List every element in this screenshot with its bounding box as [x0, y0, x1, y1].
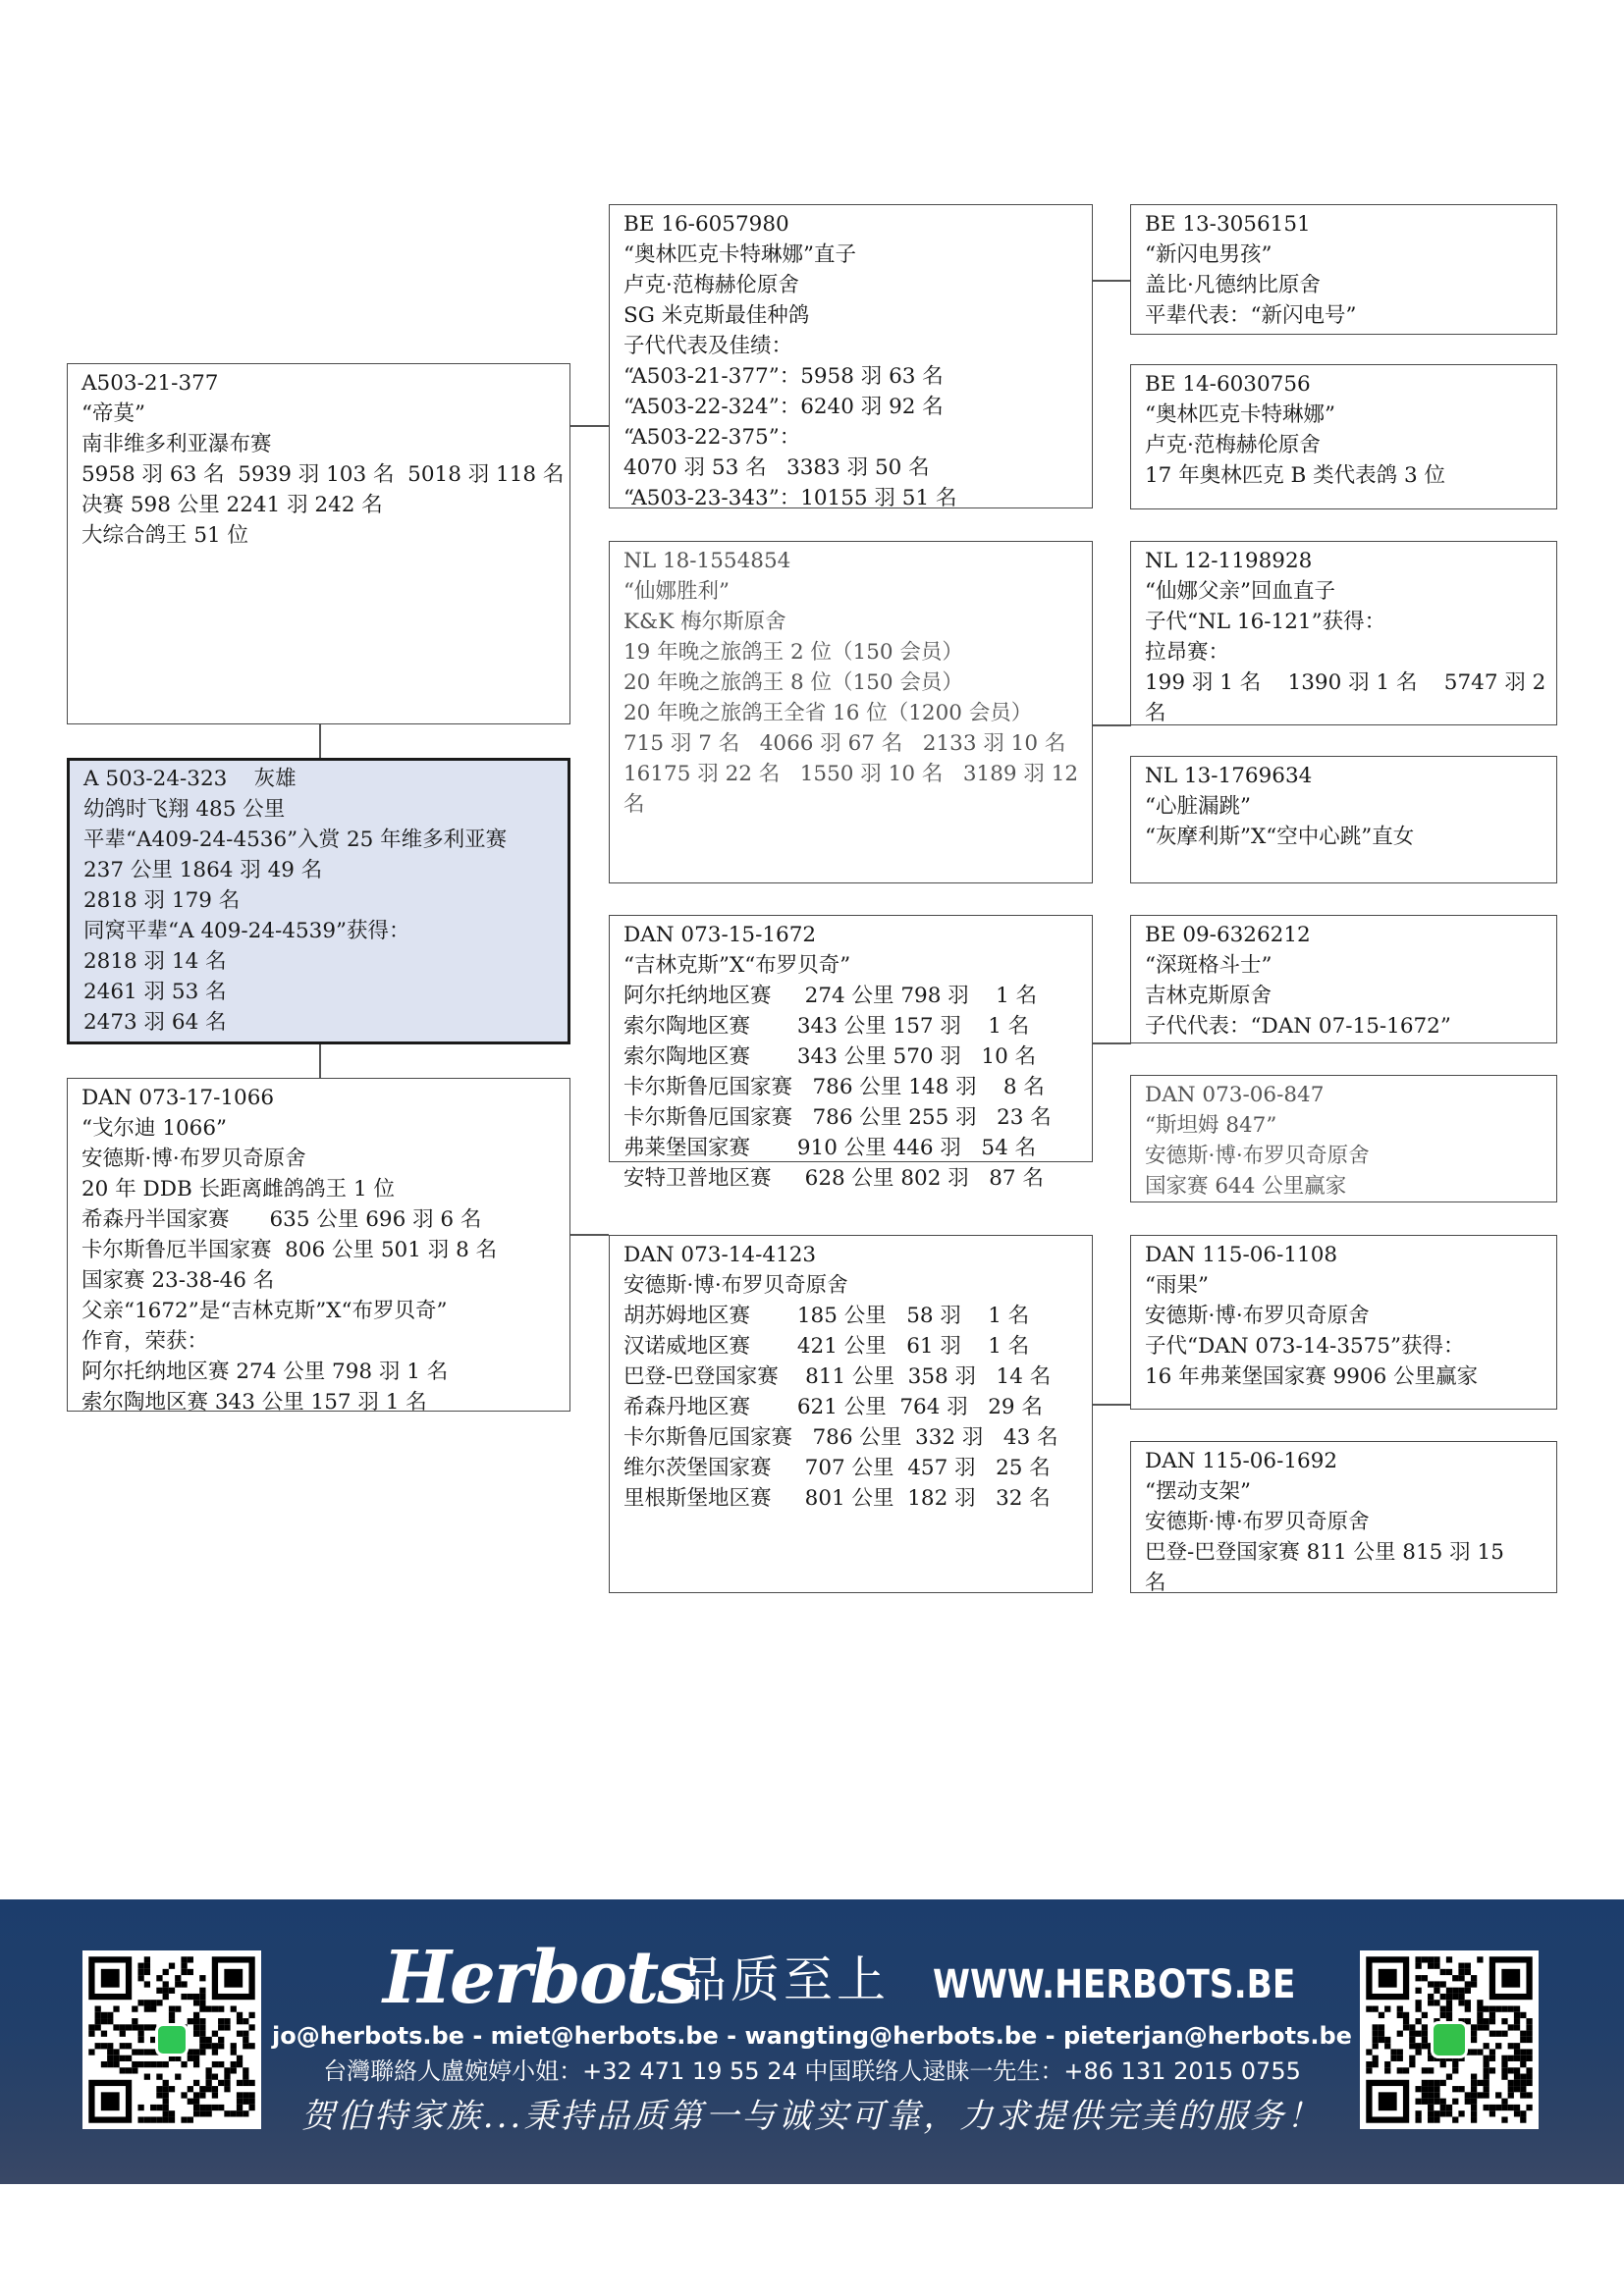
- dam-dam-box: [609, 1235, 1093, 1593]
- connector-line: [319, 724, 321, 758]
- connector-line: [319, 1044, 321, 1078]
- pedigree-line: 16 年弗莱堡国家赛 9906 公里赢家: [1145, 1364, 1479, 1389]
- pedigree-line: 希森丹地区赛 621 公里 764 羽 29 名: [623, 1395, 1043, 1419]
- pedigree-line: 巴登-巴登国家赛 811 公里 358 羽 14 名: [623, 1364, 1052, 1389]
- pedigree-line: 安德斯·博·布罗贝奇原舍: [81, 1147, 306, 1171]
- pedigree-line: DAN 073-06-847: [1145, 1083, 1325, 1107]
- pedigree-line: “A503-22-375”：: [623, 425, 801, 450]
- connector-line: [569, 425, 609, 427]
- subject-box: [67, 758, 570, 1044]
- pedigree-line: 索尔陶地区赛 343 公里 157 羽 1 名: [623, 1014, 1030, 1039]
- pedigree-line: 卡尔斯鲁厄国家赛 786 公里 148 羽 8 名: [623, 1075, 1045, 1099]
- pedigree-line: “雨果”: [1145, 1273, 1209, 1298]
- pedigree-line: 名: [1145, 701, 1166, 725]
- pedigree-line: 237 公里 1864 羽 49 名: [83, 858, 323, 882]
- pedigree-line: 715 羽 7 名 4066 羽 67 名 2133 羽 10 名: [623, 731, 1066, 756]
- pedigree-line: 名: [1145, 1571, 1166, 1595]
- pedigree-line: 2461 羽 53 名: [83, 980, 227, 1004]
- pedigree-line: “A503-23-343”：10155 羽 51 名: [623, 486, 957, 510]
- pedigree-line: 平辈“A409-24-4536”入赏 25 年维多利亚赛: [83, 828, 508, 852]
- pedigree-line: K&K 梅尔斯原舍: [623, 610, 786, 634]
- pedigree-line: 19 年晚之旅鸽王 2 位（150 会员）: [623, 640, 963, 665]
- pedigree-line: 拉昂赛：: [1145, 640, 1230, 665]
- pedigree-line: 卢克·范梅赫伦原舍: [623, 273, 799, 297]
- pedigree-line: 希森丹半国家赛 635 公里 696 羽 6 名: [81, 1207, 482, 1232]
- pedigree-line: “吉林克斯”X“布罗贝奇”: [623, 953, 851, 978]
- pedigree-line: 国家赛 644 公里赢家: [1145, 1174, 1347, 1199]
- pedigree-line: 盖比·凡德纳比原舍: [1145, 273, 1321, 297]
- contact-list: 台灣聯絡人盧婉婷小姐：+32 471 19 55 24 中国联络人逯睐一先生：+86 131 2015 0755: [323, 2057, 1301, 2085]
- pedigree-line: “仙娜胜利”: [623, 579, 730, 604]
- ddd-box: [1130, 1441, 1557, 1593]
- connector-line: [1092, 280, 1131, 282]
- pedigree-line: 吉林克斯原舍: [1145, 984, 1272, 1008]
- pedigree-line: “斯坦姆 847”: [1145, 1113, 1277, 1138]
- pedigree-line: 20 年 DDB 长距离雌鸽鸽王 1 位: [81, 1177, 395, 1201]
- pedigree-line: 巴登-巴登国家赛 811 公里 815 羽 15: [1145, 1540, 1504, 1565]
- pedigree-line: 大综合鸽王 51 位: [81, 523, 249, 548]
- pedigree-line: DAN 115-06-1692: [1145, 1449, 1338, 1473]
- pedigree-line: A503-21-377: [81, 371, 219, 396]
- pedigree-line: BE 13-3056151: [1145, 212, 1311, 237]
- pedigree-line: 索尔陶地区赛 343 公里 570 羽 10 名: [623, 1044, 1037, 1069]
- pedigree-line: 199 羽 1 名 1390 羽 1 名 5747 羽 2: [1145, 670, 1546, 695]
- slogan: 品质至上: [677, 1951, 890, 2008]
- pedigree-line: 名: [623, 792, 645, 817]
- motto: 贺伯特家族...秉持品质第一与诚实可靠，力求提供完美的服务！: [300, 2097, 1324, 2136]
- pedigree-line: 维尔茨堡国家赛 707 公里 457 羽 25 名: [623, 1456, 1051, 1480]
- connector-line: [1092, 1042, 1131, 1044]
- pedigree-line: 同窝平辈“A 409-24-4539”获得：: [83, 919, 410, 943]
- pedigree-line: BE 16-6057980: [623, 212, 789, 237]
- pedigree-line: “戈尔迪 1066”: [81, 1116, 228, 1141]
- pedigree-line: 里根斯堡地区赛 801 公里 182 羽 32 名: [623, 1486, 1051, 1511]
- pedigree-line: 胡苏姆地区赛 185 公里 58 羽 1 名: [623, 1304, 1030, 1328]
- pedigree-line: 汉诺威地区赛 421 公里 61 羽 1 名: [623, 1334, 1030, 1359]
- ssd-box: [1130, 364, 1557, 509]
- pedigree-line: NL 12-1198928: [1145, 549, 1313, 573]
- pedigree-line: 卡尔斯鲁厄半国家赛 806 公里 501 羽 8 名: [81, 1238, 498, 1262]
- brand-row: [373, 1936, 1296, 2020]
- pedigree-line: 17 年奥林匹克 B 类代表鸽 3 位: [1145, 463, 1446, 488]
- pedigree-line: 卡尔斯鲁厄国家赛 786 公里 255 羽 23 名: [623, 1105, 1052, 1130]
- dss-box: [1130, 915, 1557, 1043]
- pedigree-line: “奥林匹克卡特琳娜”直子: [623, 242, 856, 267]
- pedigree-line: NL 18-1554854: [623, 549, 791, 573]
- pedigree-line: 5958 羽 63 名 5939 羽 103 名 5018 羽 118 名: [81, 462, 565, 487]
- pedigree-line: 安德斯·博·布罗贝奇原舍: [1145, 1304, 1370, 1328]
- pedigree-line: “A503-22-324”：6240 羽 92 名: [623, 395, 944, 419]
- pedigree-line: 安德斯·博·布罗贝奇原舍: [1145, 1510, 1370, 1534]
- pedigree-line: 子代代表：“DAN 07-15-1672”: [1145, 1014, 1451, 1039]
- pedigree-line: DAN 073-14-4123: [623, 1243, 817, 1267]
- pedigree-line: 安德斯·博·布罗贝奇原舍: [623, 1273, 848, 1298]
- pedigree-line: 安德斯·博·布罗贝奇原舍: [1145, 1144, 1370, 1168]
- pedigree-line: 2818 羽 14 名: [83, 949, 227, 974]
- pedigree-line: 子代“NL 16-121”获得：: [1145, 610, 1386, 634]
- pedigree-line: BE 14-6030756: [1145, 372, 1311, 397]
- pedigree-line: 卢克·范梅赫伦原舍: [1145, 433, 1321, 457]
- pedigree-line: 决赛 598 公里 2241 羽 242 名: [81, 493, 383, 517]
- pedigree-line: 16175 羽 22 名 1550 羽 10 名 3189 羽 12: [623, 762, 1079, 786]
- dam-box: [67, 1078, 570, 1415]
- pedigree-line: 2473 羽 64 名: [83, 1010, 227, 1035]
- sdd-box: [1130, 756, 1557, 883]
- pedigree-line: 南非维多利亚瀑布赛: [81, 432, 272, 456]
- pedigree-line: 索尔陶地区赛 343 公里 157 羽 1 名: [81, 1390, 427, 1415]
- pedigree-line: SG 米克斯最佳种鸽: [623, 303, 810, 328]
- connector-line: [1092, 1404, 1131, 1406]
- sire-dam-box: [609, 541, 1093, 883]
- sss-box: [1130, 204, 1557, 335]
- pedigree-line: “摆动支架”: [1145, 1479, 1251, 1504]
- dds-box: [1130, 1235, 1557, 1410]
- pedigree-line: “奥林匹克卡特琳娜”: [1145, 402, 1335, 427]
- pedigree-line: DAN 073-17-1066: [81, 1086, 275, 1110]
- dam-sire-box: [609, 915, 1093, 1191]
- pedigree-line: “A503-21-377”：5958 羽 63 名: [623, 364, 944, 389]
- pedigree-line: “灰摩利斯”X“空中心跳”直女: [1145, 825, 1415, 849]
- pedigree-line: 弗莱堡国家赛 910 公里 446 羽 54 名: [623, 1136, 1037, 1160]
- pedigree-line: “仙娜父亲”回血直子: [1145, 579, 1335, 604]
- pedigree-line: 20 年晚之旅鸽王 8 位（150 会员）: [623, 670, 963, 695]
- pedigree-line: 子代“DAN 073-14-3575”获得：: [1145, 1334, 1465, 1359]
- pedigree-line: 4070 羽 53 名 3383 羽 50 名: [623, 455, 930, 480]
- pedigree-line: BE 09-6326212: [1145, 923, 1311, 947]
- sire-box: [67, 363, 570, 724]
- sire-sire-box: [609, 204, 1093, 508]
- pedigree-line: NL 13-1769634: [1145, 764, 1313, 788]
- pedigree-line: 幼鸽时飞翔 485 公里: [83, 797, 286, 822]
- connector-line: [569, 1234, 609, 1236]
- website-link[interactable]: WWW.HERBOTS.BE: [933, 1962, 1296, 2007]
- pedigree-line: A 503-24-323 灰雄: [83, 767, 297, 791]
- pedigree-line: 平辈代表：“新闪电号”: [1145, 303, 1357, 328]
- pedigree-line: “深斑格斗士”: [1145, 953, 1272, 978]
- pedigree-line: 作育，荣获：: [81, 1329, 209, 1354]
- dsd-box: [1130, 1075, 1557, 1202]
- pedigree-line: DAN 073-15-1672: [623, 923, 817, 947]
- herbots-logo: Herbots: [383, 1936, 696, 2020]
- pedigree-line: 子代代表及佳绩：: [623, 334, 793, 358]
- footer-banner: [0, 1899, 1624, 2184]
- pedigree-line: 安特卫普地区赛 628 公里 802 羽 87 名: [623, 1166, 1044, 1191]
- pedigree-line: 国家赛 23-38-46 名: [81, 1268, 275, 1293]
- pedigree-line: “心脏漏跳”: [1145, 794, 1251, 819]
- pedigree-line: 20 年晚之旅鸽王全省 16 位（1200 会员）: [623, 701, 1033, 725]
- pedigree-line: 父亲“1672”是“吉林克斯”X“布罗贝奇”: [81, 1299, 448, 1323]
- pedigree-line: “新闪电男孩”: [1145, 242, 1272, 267]
- pedigree-line: 阿尔托纳地区赛 274 公里 798 羽 1 名: [623, 984, 1038, 1008]
- connector-line: [1092, 724, 1131, 726]
- pedigree-line: 阿尔托纳地区赛 274 公里 798 羽 1 名: [81, 1360, 449, 1384]
- sds-box: [1130, 541, 1557, 725]
- email-list[interactable]: jo@herbots.be - miet@herbots.be - wangting@herbots.be - pieterjan@herbots.be: [272, 2022, 1352, 2050]
- pedigree-line: 卡尔斯鲁厄国家赛 786 公里 332 羽 43 名: [623, 1425, 1058, 1450]
- pedigree-line: DAN 115-06-1108: [1145, 1243, 1338, 1267]
- pedigree-line: 2818 羽 179 名: [83, 888, 241, 913]
- pedigree-line: “帝莫”: [81, 401, 145, 426]
